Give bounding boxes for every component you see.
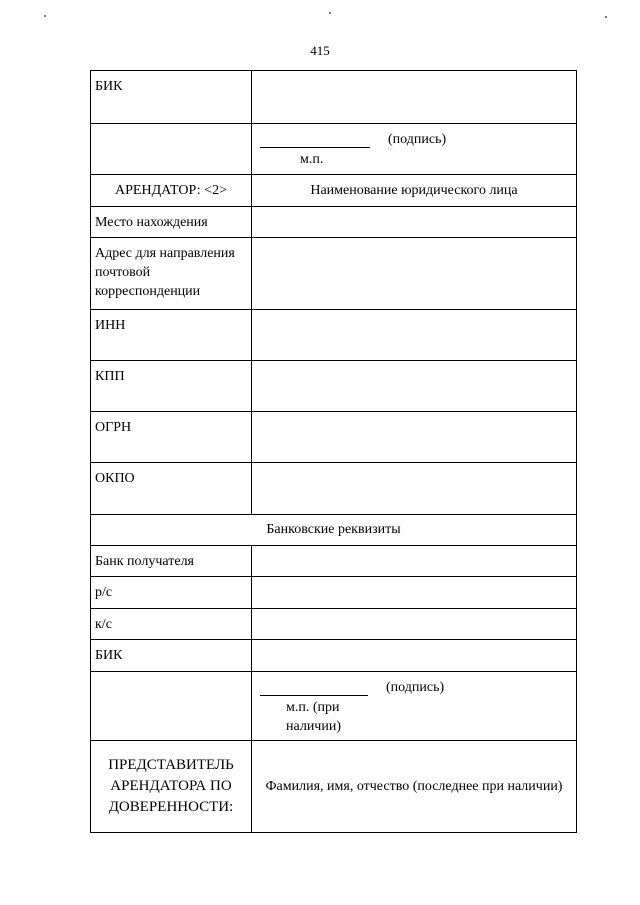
okpo-label: ОКПО [91,463,252,515]
ogrn-label: ОГРН [91,412,252,463]
bik-value [252,71,577,124]
bik-label: БИК [91,71,252,124]
mail-address-label: Адрес для направления почтовой корреспонденции [91,238,252,310]
signature-line [260,695,368,696]
inn-label: ИНН [91,310,252,361]
table-row [91,310,577,361]
tenant-details-table [90,70,577,833]
kpp-label: КПП [91,361,252,412]
table-row [91,207,577,238]
signature-line [260,147,370,148]
seal-place: м.п. (при наличии) [286,700,341,734]
table-row [91,175,577,207]
tenant-label: АРЕНДАТОР: <2> [91,175,252,207]
scan-speck [329,12,331,14]
table-row [91,412,577,463]
table-row [91,361,577,412]
signature-caption: (подпись) [388,132,447,147]
table-row [91,463,577,515]
signature-block [252,124,577,175]
rs-label: р/с [91,577,252,609]
representative-label: ПРЕДСТАВИТЕЛЬ АРЕНДАТОРА ПО ДОВЕРЕННОСТИ: [91,741,252,833]
scan-speck [44,15,46,17]
bank-recipient-label: Банк получателя [91,546,252,577]
location-label: Место нахождения [91,207,252,238]
table-row [91,741,577,833]
table-row [91,238,577,310]
seal-place: м.п. [300,152,324,167]
table-row [91,609,577,640]
legal-entity-name-header: Наименование юридического лица [252,175,577,207]
signature-caption: (подпись) [386,680,445,695]
table-row [91,577,577,609]
table-row [91,515,577,546]
table-row [91,640,577,672]
bank-details-header: Банковские реквизиты [91,515,577,546]
table-row [91,672,577,741]
representative-fio-header: Фамилия, имя, отчество (последнее при наличии) [252,741,577,833]
bik-label: БИК [91,640,252,672]
ks-label: к/с [91,609,252,640]
scan-speck [605,16,607,18]
table-row [91,71,577,124]
signature-block [252,672,577,741]
table-row [91,546,577,577]
page-number: 415 [310,43,330,58]
table-row [91,124,577,175]
